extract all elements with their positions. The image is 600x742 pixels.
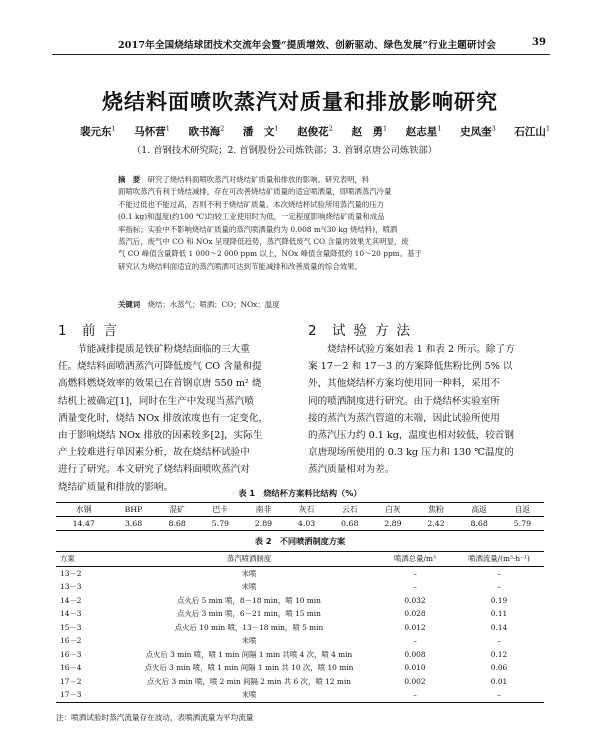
author-list: [80, 124, 560, 139]
table-cell: 0.002: [404, 676, 426, 686]
abstract-line: (0.1 kg)和温度(约100 ℃)均较工业使用时为低，一定程度影响烧结矿质量和成品: [118, 212, 385, 222]
affiliations: （1. 首钢技术研究院；2. 首钢股份公司炼铁部；3. 首钢京唐公司炼铁部）: [132, 145, 438, 156]
table-header-cell: 喷洒流量/(m³·h⁻¹): [468, 554, 530, 564]
table-header-cell: 灰石: [298, 505, 315, 514]
table-cell: 未喷: [241, 690, 257, 700]
section-2-body: [308, 341, 548, 479]
table-cell: –: [413, 690, 417, 700]
author: 马怀营$^1$: [134, 124, 170, 138]
table-header-cell: 自返: [514, 505, 531, 514]
keywords-label: 关键词: [118, 300, 141, 309]
body-line: 外，其他烧结杯方案均使用同一种料，采用不: [308, 378, 500, 390]
table-cell: 17－2: [60, 676, 82, 686]
author: 裴元东$^1$: [80, 124, 116, 138]
table-row: [56, 517, 544, 531]
table-header-cell: 南非: [255, 505, 272, 514]
body-line: 烧结矿质量和排放的影响。: [58, 481, 174, 493]
table-row: [56, 580, 544, 594]
table-cell: 0.028: [404, 609, 426, 619]
keywords-text: 烧结；水蒸气；喷洒；CO；NOx；温度: [147, 300, 280, 309]
keywords: [118, 299, 279, 310]
abstract-line: 蒸汽后，废气中 CO 和 NOx 呈现降低趋势，蒸汽降低废气 CO 含量的效果尤其明显，废: [118, 237, 409, 247]
table-cell: 0.010: [404, 663, 426, 673]
table-header-cell: 方案: [60, 554, 75, 564]
table-cell: 13－2: [60, 568, 82, 578]
abstract-line: 气 CO 峰值含量降低 1 000～2 000 ppm 以上，NOx 峰值含量降低约 10～20 ppm。基于: [118, 249, 422, 259]
table-cell: –: [413, 568, 417, 578]
table-cell: 17－3: [60, 690, 82, 700]
body-line: 产上较难进行单因素分析，故在烧结杯试验中: [58, 447, 250, 459]
table-cell: 8.68: [168, 519, 186, 528]
table-row: [56, 607, 544, 621]
body-line: 进行了研究。本文研究了烧结料面喷吹蒸汽对: [58, 464, 250, 476]
section-heading-2: 2 试验方法: [308, 323, 418, 339]
body-line: 任。烧结料面喷洒蒸汽可降低废气 CO 含量和提: [58, 361, 262, 373]
table-cell: 0.19: [490, 595, 508, 605]
page-number: 39: [532, 37, 546, 48]
abstract-line: 面喷吹蒸汽有利于烧结减排，存在可改善烧结矿质量的适宜喷洒量，即喷洒蒸汽冷量: [118, 187, 392, 197]
table-cell: 0.12: [490, 649, 508, 659]
table-header-cell: BHP: [124, 505, 143, 514]
table-header-cell: 巴卡: [212, 505, 229, 514]
table-header-cell: 喷洒总量/m³: [393, 554, 437, 564]
table-cell: 点火后 3 min 喷，喷 2 min 间隔 2 min 共 6 次，喷 12 min: [147, 676, 351, 686]
table-cell: 2.89: [254, 519, 273, 528]
table-header-row: [56, 552, 544, 567]
table-cell: –: [497, 582, 501, 592]
table-cell: 16－3: [60, 649, 82, 659]
body-line: 京唐现场所使用的 0.3 kg 压力和 130 ℃温度的: [308, 447, 514, 459]
author: 史凤奎$^3$: [460, 124, 496, 138]
table-header-cell: 焦粉: [428, 505, 444, 514]
table-cell: 2.89: [384, 519, 402, 528]
table-2: [56, 551, 544, 703]
table-row: [56, 661, 544, 675]
body-line: 节能减排提质是铁矿粉烧结面临的三大重: [77, 344, 250, 355]
table-2-caption: 表 2 不同喷洒制度方案: [254, 536, 346, 546]
table-cell: –: [413, 582, 417, 592]
table-cell: 5.79: [513, 519, 532, 528]
table-cell: –: [497, 568, 501, 578]
table-cell: 15－3: [60, 622, 82, 632]
table-row: [56, 648, 544, 662]
body-line: 洒量变化时，烧结 NOx 排放浓度也有一定变化，: [58, 412, 269, 424]
table-cell: 点火后 10 min 喷，13－18 min，喷 5 min: [174, 622, 324, 632]
table-cell: 3.68: [124, 519, 143, 528]
body-line: 同的喷洒制度进行研究。由于烧结杯实验室所: [308, 395, 500, 407]
body-line: 案 17－2 和 17－3 的方案降低焦粉比例 5% 以: [308, 361, 513, 373]
table-cell: 点火后 3 min 喷，6－21 min，喷 15 min: [177, 609, 321, 619]
table-cell: 0.68: [341, 519, 359, 528]
table-row: [56, 688, 544, 702]
author: 赵志星$^1$: [405, 124, 442, 138]
abstract-label: 摘 要: [118, 175, 141, 184]
table-cell: 点火后 5 min 喷，8－18 min，喷 10 min: [177, 595, 321, 605]
table-cell: 16－4: [60, 663, 82, 673]
table-cell: 0.11: [490, 609, 508, 619]
table-cell: 0.012: [404, 622, 426, 632]
table-1: [56, 502, 544, 531]
table-cell: 0.06: [490, 663, 508, 673]
table-header-cell: 白灰: [385, 505, 401, 514]
table-row: [56, 675, 544, 689]
section-1-body: [58, 341, 298, 496]
table-cell: 14－3: [60, 609, 82, 619]
table-cell: 2.42: [427, 519, 445, 528]
table-cell: 0.032: [404, 595, 426, 605]
table-cell: 0.008: [404, 649, 426, 659]
body-line: 高燃料燃烧效率的效果已在首钢京唐 550 m² 烧: [58, 378, 262, 390]
body-line: 烧结杯试验方案如表 1 和表 2 所示。除了方: [327, 344, 515, 355]
header-rule: [52, 54, 550, 55]
table-cell: 点火后 3 min 喷，喷 1 min 间隔 1 min 共喷 4 次，喷 4 min: [145, 649, 353, 659]
table-cell: –: [497, 636, 501, 646]
table-cell: 0.14: [490, 622, 508, 632]
table-row: [56, 566, 544, 580]
abstract-line: 研究了烧结料面喷吹蒸汽对烧结矿质量和排放的影响。研究表明，料: [147, 175, 370, 184]
section-heading-1: 1 前言: [58, 323, 125, 339]
table-footnote: 注：喷洒试验时蒸汽流量存在波动，表喷洒流量为平均流量: [56, 713, 254, 722]
table-header-cell: 云石: [341, 505, 358, 514]
table-cell: 8.68: [470, 519, 488, 528]
body-line: 结机上被确定[1]，同时在生产中发现当蒸汽喷: [58, 395, 254, 407]
body-line: 接的蒸汽为蒸汽管道的末端，因此试验所使用: [308, 412, 500, 424]
abstract: [118, 174, 490, 273]
table-cell: 16－2: [60, 636, 82, 646]
table-cell: 4.03: [297, 519, 316, 528]
table-cell: 点火后 3 min 喷，喷 1 min 间隔 1 min 共 10 次，喷 10 min: [144, 663, 354, 673]
table-header-row: [56, 503, 544, 517]
table-row: [56, 594, 544, 608]
table-cell: 13－3: [60, 582, 82, 592]
table-cell: 14－2: [60, 595, 82, 605]
table-1-caption: 表 1 烧结杯方案料比结构（%）: [238, 488, 362, 498]
table-header-cell: 高返: [471, 505, 487, 514]
body-line: 由于影响烧结 NOx 排放的因素较多[2]，实际生: [58, 430, 263, 442]
author: 赵 勇$^1$: [351, 124, 388, 138]
table-cell: 5.79: [211, 519, 229, 528]
table-cell: –: [497, 690, 501, 700]
abstract-line: 不能过低也不能过高，否则不利于烧结矿质量。本次烧结杯试验所用蒸汽量的压力: [118, 199, 385, 209]
table-cell: 0.01: [490, 676, 508, 686]
author: 石江山$^1$: [514, 124, 551, 138]
table-cell: 14.47: [72, 519, 95, 528]
author: 赵俊花$^2$: [297, 124, 333, 138]
abstract-line: 研究认为烧结料面适宜的蒸汽喷洒可达到节能减排和改善质量的综合效果。: [118, 261, 362, 271]
table-row: [56, 634, 544, 648]
table-row: [56, 621, 544, 635]
paper-title: 烧结料面喷吹蒸汽对质量和排放影响研究: [102, 90, 498, 114]
table-header-cell: 蒸汽喷洒制度: [226, 554, 272, 564]
abstract-line: 率指标；实验中不影响烧结矿质量的蒸汽喷洒量约为 0.008 m³(30 kg 烧结料)，喷洒: [118, 224, 398, 234]
author: 潘 文$^1$: [242, 124, 279, 138]
table-cell: 未喷: [241, 568, 257, 578]
author: 欧书海$^2$: [188, 124, 225, 138]
table-cell: 未喷: [241, 636, 257, 646]
body-line: 蒸汽质量相对为差。: [308, 464, 395, 476]
table-header-cell: 混矿: [169, 505, 185, 514]
table-cell: –: [413, 636, 417, 646]
table-header-cell: 水钢: [75, 505, 92, 514]
table-cell: 未喷: [241, 582, 257, 592]
running-header: 2017年全国烧结球团技术交流年会暨“提质增效、创新驱动、绿色发展”行业主题研讨会: [118, 40, 497, 51]
body-line: 的蒸汽压力约 0.1 kg，温度也相对较低，较首钢: [308, 430, 514, 442]
